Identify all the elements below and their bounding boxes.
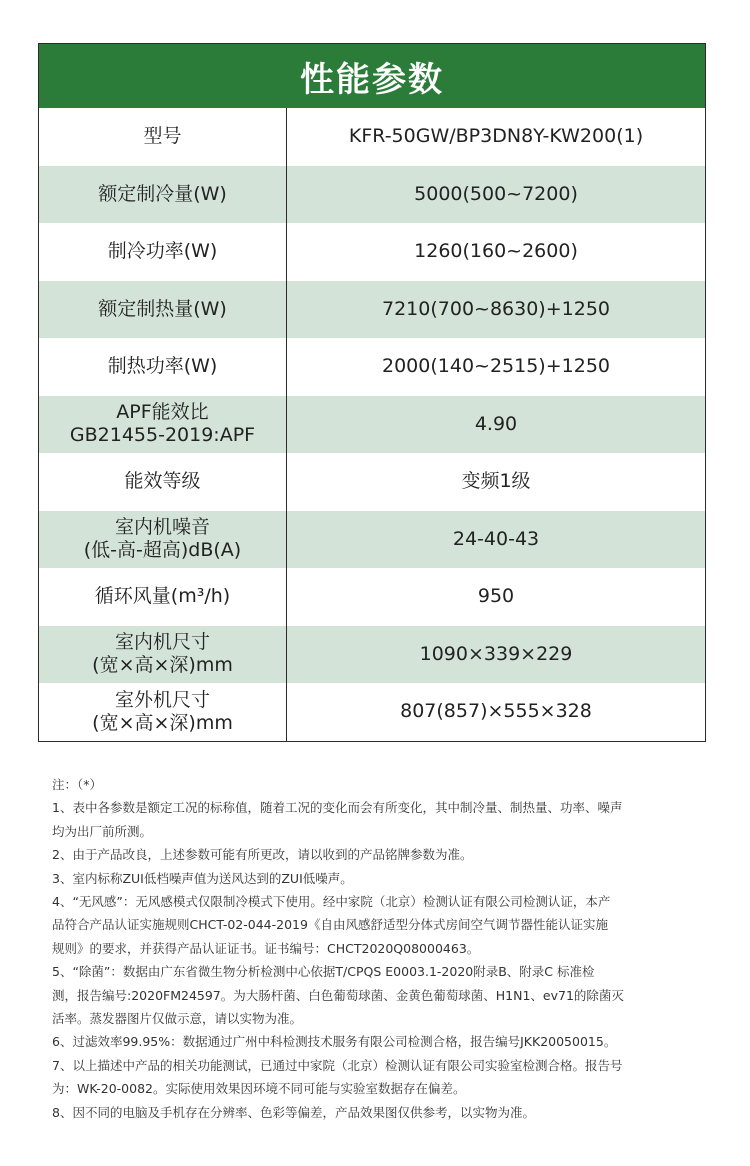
spec-row: [39, 338, 705, 396]
spec-label-line: (低-高-超高)dB(A): [83, 539, 242, 562]
spec-label: [39, 683, 287, 741]
spec-row: [39, 626, 705, 684]
note-line: 为：WK-20-0082。实际使用效果因环境不同可能与实验室数据存在偏差。: [52, 1081, 466, 1097]
note-line: 6、过滤效率99.95%：数据通过广州中科检测技术服务有限公司检测合格，报告编号JKK20050015。: [52, 1034, 617, 1050]
spec-row: [39, 453, 705, 511]
spec-row: [39, 396, 705, 454]
spec-label-line: 制热功率(W): [107, 355, 218, 378]
spec-label-line: 室内机噪音: [114, 516, 210, 539]
spec-value: 变频1级: [461, 470, 531, 493]
spec-value: 7210(700~8630)+1250: [382, 297, 610, 320]
spec-value: KFR-50GW/BP3DN8Y-KW200(1): [348, 125, 644, 148]
spec-value: 5000(500~7200): [414, 182, 578, 205]
note-line: 4、“无风感”：无风感模式仅限制冷模式下使用。经中家院（北京）检测认证有限公司检测认证，本产: [52, 894, 611, 910]
note-line: 8、因不同的电脑及手机存在分辨率、色彩等偏差，产品效果图仅供参考，以实物为准。: [52, 1104, 535, 1120]
spec-label-line: (宽×高×深)mm: [92, 654, 233, 677]
spec-label-line: 能效等级: [124, 470, 201, 493]
spec-label-line: 循环风量(m³/h): [94, 585, 231, 608]
spec-value: 1090×339×229: [419, 642, 573, 665]
spec-label-line: 室内机尺寸: [114, 631, 210, 654]
table-title: 性能参数: [39, 44, 705, 108]
spec-label-line: GB21455-2019:APF: [69, 424, 256, 447]
spec-label: [39, 108, 287, 166]
spec-label-line: (宽×高×深)mm: [92, 711, 233, 734]
spec-label: [39, 223, 287, 281]
note-line: 规则》的要求，并获得产品认证证书。证书编号：CHCT2020Q08000463。: [52, 940, 480, 956]
note-line: 活率。蒸发器图片仅做示意，请以实物为准。: [52, 1011, 303, 1027]
spec-row: [39, 683, 705, 741]
spec-value: 4.90: [474, 412, 518, 435]
spec-value: 807(857)×555×328: [400, 700, 592, 723]
spec-value: 1260(160~2600): [414, 240, 578, 263]
spec-table: [38, 43, 706, 742]
spec-label: [39, 453, 287, 511]
spec-label: [39, 396, 287, 454]
spec-label-line: 制冷功率(W): [107, 240, 218, 263]
spec-label: [39, 626, 287, 684]
spec-label-line: 额定制冷量(W): [98, 182, 227, 205]
spec-label: [39, 568, 287, 626]
spec-label-line: APF能效比: [116, 401, 209, 424]
spec-row: [39, 223, 705, 281]
spec-value: 2000(140~2515)+1250: [382, 355, 610, 378]
spec-row: [39, 511, 705, 569]
spec-value: 24-40-43: [452, 527, 540, 550]
note-line: 3、室内标称ZUI低档噪声值为送风达到的ZUI低噪声。: [52, 870, 353, 886]
spec-row: [39, 281, 705, 339]
spec-row: [39, 166, 705, 224]
spec-label: [39, 338, 287, 396]
spec-label-line: 型号: [143, 125, 182, 148]
note-line: 5、“除菌”：数据由广东省微生物分析检测中心依据T/CPQS E0003.1-2020附录B、附录C 标准检: [52, 964, 595, 980]
note-line: 注：（*）: [52, 777, 103, 792]
spec-row: [39, 108, 705, 166]
spec-label: [39, 281, 287, 339]
spec-label: [39, 166, 287, 224]
spec-row: [39, 568, 705, 626]
spec-value: 950: [477, 585, 515, 608]
notes-section: [52, 773, 696, 1124]
spec-rows: [39, 108, 705, 741]
spec-label-line: 额定制热量(W): [98, 297, 227, 320]
note-line: 2、由于产品改良，上述参数可能有所更改，请以收到的产品铭牌参数为准。: [52, 847, 473, 863]
spec-label-line: 室外机尺寸: [114, 688, 210, 711]
note-line: 1、表中各参数是额定工况的标称值，随着工况的变化而会有所变化，其中制冷量、制热量、功率、噪声: [52, 800, 623, 816]
note-line: 品符合产品认证实施规则CHCT-02-044-2019《自由风感舒适型分体式房间空气调节器性能认证实施: [52, 917, 608, 933]
note-line: 测，报告编号:2020FM24597。为大肠杆菌、白色葡萄球菌、金黄色葡萄球菌、H1N1、ev71的除菌灭: [52, 987, 624, 1003]
note-line: 均为出厂前所测。: [52, 823, 153, 839]
note-line: 7、以上描述中产品的相关功能测试，已通过中家院（北京）检测认证有限公司实验室检测合格。报告号: [52, 1057, 623, 1073]
spec-label: [39, 511, 287, 569]
